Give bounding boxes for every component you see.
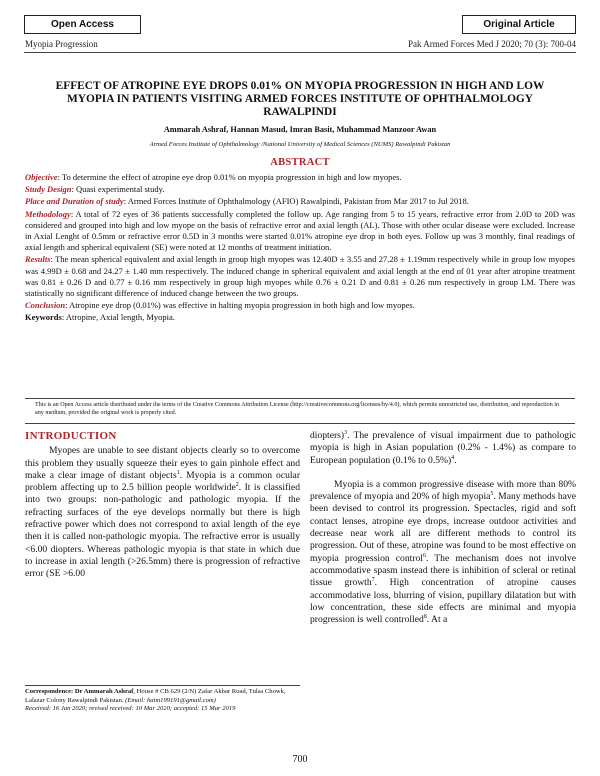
intro-text: . The prevalence of visual impairment due to pathologic myopia is high in Asian population (0.2% - 1.4%) as compare to European population (0.1% to 0.5%): [310, 430, 576, 466]
running-head-right: Pak Armed Forces Med J 2020; 70 (3): 700-04: [408, 39, 576, 49]
intro-text: .: [454, 454, 457, 466]
running-head-left: Myopia Progression: [25, 39, 98, 49]
intro-text: . Myopia is a common ocular problem affecting up to 2.5 billion people worldwide: [25, 469, 301, 494]
intro-text: Myopes are unable to see distant objects clearly so to overcome this problem they usually squeeze their eyes to gain pinhole effect and make a clear image of distant objects: [25, 445, 300, 481]
objective-label: Objective: [25, 172, 58, 182]
results-text: : The mean spherical equivalent and axial length in group high myopes was 12.40D ± 3.55 and 27.28 ± 1.19mm respectively while in group low myopes was 4.99D ± 0.68 and 24.27 ± 1.40 mm respectively. The induced change in spherical equivalent and axial length at the end of 01 year after atropine treatment was 0.81 ± 0.26 D and 0.77 ± 0.16 mm respectively in group high myopes while 0.76 ± 0.21 D and 0.81 ± 0.26 mm respectively in group LM. There was statistically no significant difference of induced change between the two groups.: [25, 254, 575, 299]
header-rule: [24, 52, 576, 53]
abstract-methodology: [25, 209, 575, 254]
intro-paragraph-2: [310, 479, 576, 627]
introduction-heading: INTRODUCTION: [25, 430, 117, 442]
methodology-label: Methodology: [25, 208, 71, 219]
keywords-label: Keywords: [25, 312, 62, 323]
design-text: : Quasi experimental study.: [71, 184, 165, 195]
affiliation: Armed Forces Institute of Ophthalmology /National University of Medical Sciences (NUMS) Rawalpindi Pakistan: [149, 141, 451, 148]
place-label: Place and Duration of study: [25, 196, 124, 207]
correspondence-address: , House # CB 629 (2/N) Zafar Akbar Road, Tulsa Chowk, Lalazar Colony Rawalpindi Pakistan.: [25, 688, 286, 704]
place-text: : Armed Forces Institute of Ophthalmology (AFIO) Rawalpindi, Pakistan from Mar 2017 to Jul 2018.: [123, 196, 469, 207]
correspondence-email: (Email: haim199191@gmail.com): [125, 696, 216, 704]
conclusion-label: Conclusion: [25, 300, 66, 311]
conclusion-text: : Atropine eye drop (0.01%) was effective in halting myopia progression in both high and low myopes.: [65, 300, 415, 311]
citation: 8: [423, 613, 427, 620]
license-notice: This is an Open Access article distributed under the terms of the Creative Commons Attribution License (http://creativecommons.org/licenses/by/4.0), which permits unrestricted use, distribution, and reproduction in any medium, provided the original work is properly cited.: [25, 398, 575, 424]
abstract-results: [25, 254, 575, 299]
author-list: Ammarah Ashraf, Hannan Masud, Imran Basit, Muhammad Manzoor Awan: [163, 125, 437, 134]
abstract-objective: [25, 172, 575, 183]
intro-text: . The mechanism does not involve accommodative spasm instead there is inhibition of scleral or retinal tissue growth: [310, 552, 576, 589]
abstract-conclusion: [25, 300, 575, 311]
page-number: 700: [292, 754, 308, 765]
design-label: Study Design: [25, 184, 72, 195]
citation: 5: [490, 491, 494, 497]
abstract-body: [25, 172, 575, 325]
left-column: [25, 430, 300, 581]
citation: 4: [451, 454, 455, 461]
abstract-heading: ABSTRACT: [270, 157, 330, 168]
intro-text: . High concentration of atropine causes accommodative loss, blurring of vision, pupillary dilatation but with low concentration, these side effects are minimal and myopia progression is well controlled: [310, 577, 576, 626]
intro-text: diopters): [310, 430, 345, 441]
keywords-text: : Atropine, Axial length, Myopia.: [61, 312, 175, 323]
results-label: Results: [25, 254, 51, 265]
article-type-badge: Original Article: [462, 15, 576, 34]
intro-text: Myopia is a common progressive disease with more than 80% prevalence of myopia and 20% of high myopia: [310, 478, 576, 503]
citation: 6: [422, 552, 426, 559]
intro-text: . At a: [426, 614, 448, 626]
citation: 7: [371, 577, 375, 584]
methodology-text: : A total of 72 eyes of 36 patients successfully completed the follow up. Age ranging from 5 to 15 years, refractive error from 2.0D to 20D was considered and grouped into high and low myope on the basis of refractive error and axial length (AL). Those with other ocular disease were excluded. Increase in Axial Lenght of 0.5mm or refractive error 0.5D in 3 months were started 0.01% atropine eye drop in both eyes. Follow up was 3 monthly, final readings of axial length and spherical equivalent (SE) were noted at 12 months of treatment initiation.: [25, 208, 575, 253]
abstract-place: [25, 196, 575, 207]
submission-dates: Received: 16 Jan 2020; revised received: 10 Mar 2020; accepted: 15 Mar 2019: [25, 705, 236, 712]
correspondence-label: Correspondence: Dr Ammarah Ashraf: [25, 688, 134, 695]
citation: 3: [344, 429, 348, 436]
right-column: [310, 430, 576, 626]
article-title: EFFECT OF ATROPINE EYE DROPS 0.01% ON MYOPIA PROGRESSION IN HIGH AND LOW MYOPIA IN PATIENTS VISITING ARMED FORCES INSTITUTE OF OPHTHALMOLOGY RAWALPINDI: [55, 80, 545, 118]
intro-paragraph-1: [25, 445, 300, 580]
citation: 1: [176, 469, 180, 476]
abstract-keywords: [25, 312, 575, 323]
citation: 2: [235, 482, 239, 488]
intro-text: . Many methods have been devised to control its progression. Spectacles, rigid and soft contact lenses, atropine eye drops, increase outdoor activities and decrease near work all are different methods to control its progression. Out of these, atropine was found to be most effective on myopia progression control: [310, 491, 576, 564]
objective-text: : To determine the effect of atropine eye drop 0.01% on myopia progression in high and low myopes.: [57, 172, 402, 182]
correspondence-note: [25, 685, 300, 714]
intro-text: . It is classified into two groups: non-pathologic and pathologic myopia. If the refracting surfaces of the eye develops normally but there is high refractive power which does not correspond to axial length of the eye then it is called non-pathologic myopia. The refractive error is usually <6.00 diopters. Whereas pathologic myopia is that state in which due to increase in axial length (>26.5mm) there is progression of refractive error (SE >6.00: [25, 482, 300, 580]
abstract-design: [25, 184, 575, 195]
open-access-badge: Open Access: [24, 15, 141, 34]
intro-paragraph-1-continued: [310, 430, 576, 467]
